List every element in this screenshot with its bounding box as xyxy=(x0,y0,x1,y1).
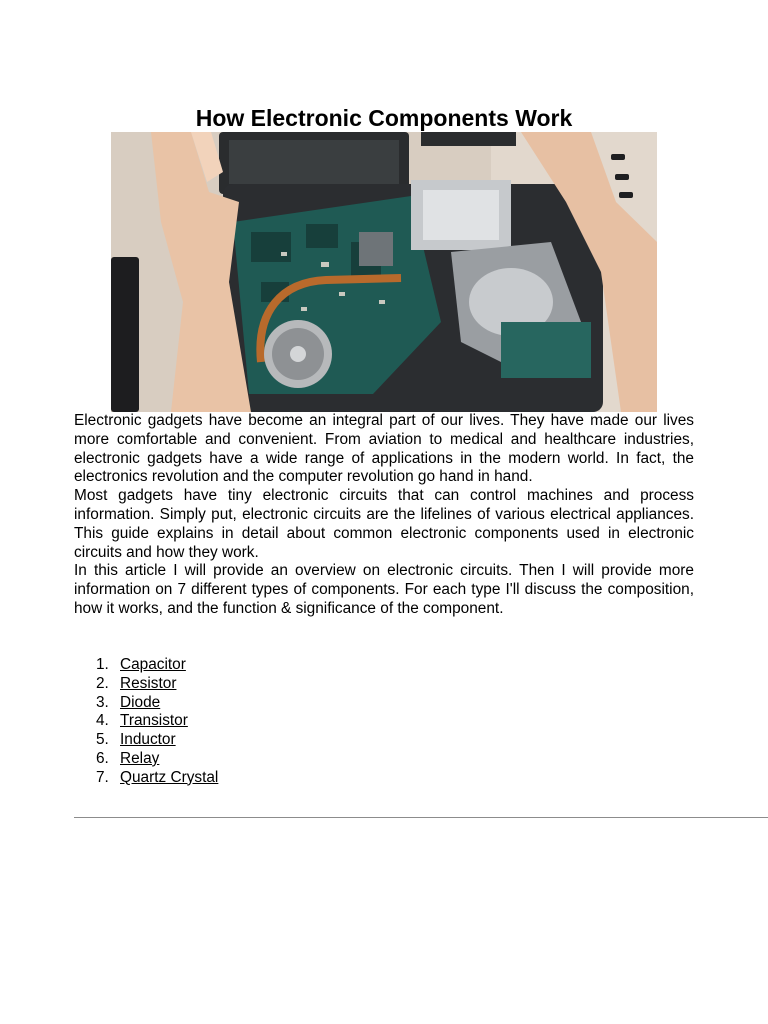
list-item-number: 1. xyxy=(96,656,109,673)
article-body xyxy=(74,412,694,619)
list-item xyxy=(74,712,218,731)
intro-paragraph: Electronic gadgets have become an integral part of our lives. They have made our lives more comfortable and convenient. From aviation to medical and healthcare industries, electronic gadgets have a wide range of applications in the modern world. In fact, the electronics revolution and the computer revolution go hand in hand. xyxy=(74,412,694,486)
list-item xyxy=(74,675,218,694)
list-item xyxy=(74,731,218,750)
diode-link[interactable]: Diode xyxy=(120,693,161,711)
list-item-number: 2. xyxy=(96,674,109,692)
horizontal-divider xyxy=(74,817,768,818)
inductor-link[interactable]: Inductor xyxy=(120,731,176,749)
circuits-paragraph: Most gadgets have tiny electronic circuits that can control machines and process information. Simply put, electronic circuits are the lifelines of various electrical appliances. This guide explains in detail about common electronic components used in electronic circuits and how they work. xyxy=(74,487,694,561)
list-item-number: 7. xyxy=(96,768,109,786)
transistor-link[interactable]: Transistor xyxy=(120,712,188,730)
page-title: How Electronic Components Work xyxy=(195,105,573,131)
hero-image-laptop-motherboard xyxy=(111,132,657,412)
quartz-crystal-link[interactable]: Quartz Crystal xyxy=(120,768,219,786)
component-topic-list xyxy=(74,656,218,788)
motherboard-photo-illustration xyxy=(111,132,657,412)
list-item xyxy=(74,694,218,713)
capacitor-link[interactable]: Capacitor xyxy=(120,656,186,673)
list-item xyxy=(74,750,218,769)
resistor-link[interactable]: Resistor xyxy=(120,674,177,692)
list-item-number: 4. xyxy=(96,712,109,730)
list-item-number: 6. xyxy=(96,749,109,767)
list-item xyxy=(74,769,218,788)
list-item-number: 3. xyxy=(96,693,109,711)
relay-link[interactable]: Relay xyxy=(120,749,160,767)
list-item xyxy=(74,656,218,675)
overview-paragraph: In this article I will provide an overview on electronic circuits. Then I will provide more information on 7 different types of components. For each type I'll discuss the composition, how it works, and the function & significance of the component. xyxy=(74,562,694,617)
list-item-number: 5. xyxy=(96,731,109,749)
